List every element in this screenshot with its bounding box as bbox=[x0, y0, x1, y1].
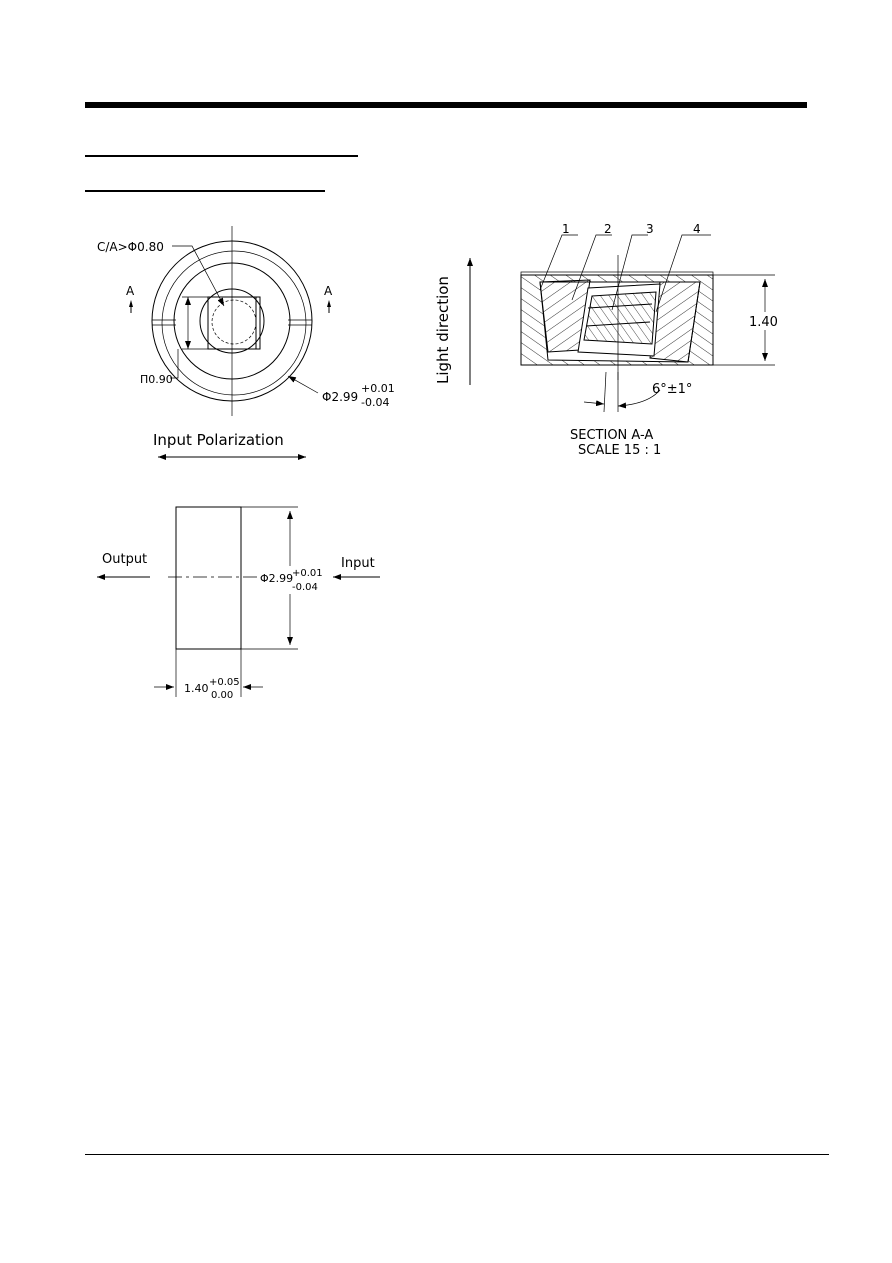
side-length-label: 1.40 bbox=[184, 682, 209, 695]
side-length-tol-minus: 0.00 bbox=[211, 690, 234, 701]
outer-diameter-tol-minus: -0.04 bbox=[361, 396, 390, 409]
section-scale: SCALE 15 : 1 bbox=[578, 443, 662, 458]
clear-aperture-circle bbox=[212, 300, 256, 344]
side-view-body bbox=[176, 507, 241, 649]
part-number-1: 1 bbox=[562, 222, 570, 236]
section-mark-left: A bbox=[126, 284, 135, 298]
side-diameter-label: Φ2.99 bbox=[260, 572, 294, 585]
angle-label: 6°±1° bbox=[652, 382, 693, 397]
section-view bbox=[434, 222, 782, 458]
side-diameter-tol-minus: -0.04 bbox=[292, 582, 318, 593]
section-mark-right: A bbox=[324, 284, 333, 298]
front-view bbox=[97, 226, 395, 457]
side-diameter-tol-plus: +0.01 bbox=[292, 568, 323, 579]
input-label: Input bbox=[341, 556, 375, 571]
section-title: SECTION A-A bbox=[570, 428, 654, 443]
side-length-tol-plus: +0.05 bbox=[209, 677, 240, 688]
light-direction-label: Light direction bbox=[434, 276, 452, 384]
side-view bbox=[97, 507, 380, 701]
section-length-label: 1.40 bbox=[749, 315, 778, 330]
part-number-3: 3 bbox=[646, 222, 654, 236]
output-label: Output bbox=[102, 552, 148, 567]
polarization-label: Input Polarization bbox=[153, 431, 284, 449]
clear-aperture-label: C/A>Φ0.80 bbox=[97, 240, 164, 254]
part-number-2: 2 bbox=[604, 222, 612, 236]
outer-diameter-label: Φ2.99 bbox=[322, 390, 359, 404]
part-number-4: 4 bbox=[693, 222, 701, 236]
crystal-square bbox=[208, 297, 260, 349]
outer-diameter-tol-plus: +0.01 bbox=[361, 382, 395, 395]
outer-circle-inner-edge bbox=[162, 251, 306, 395]
square-size-label: Π0.90 bbox=[140, 373, 173, 386]
